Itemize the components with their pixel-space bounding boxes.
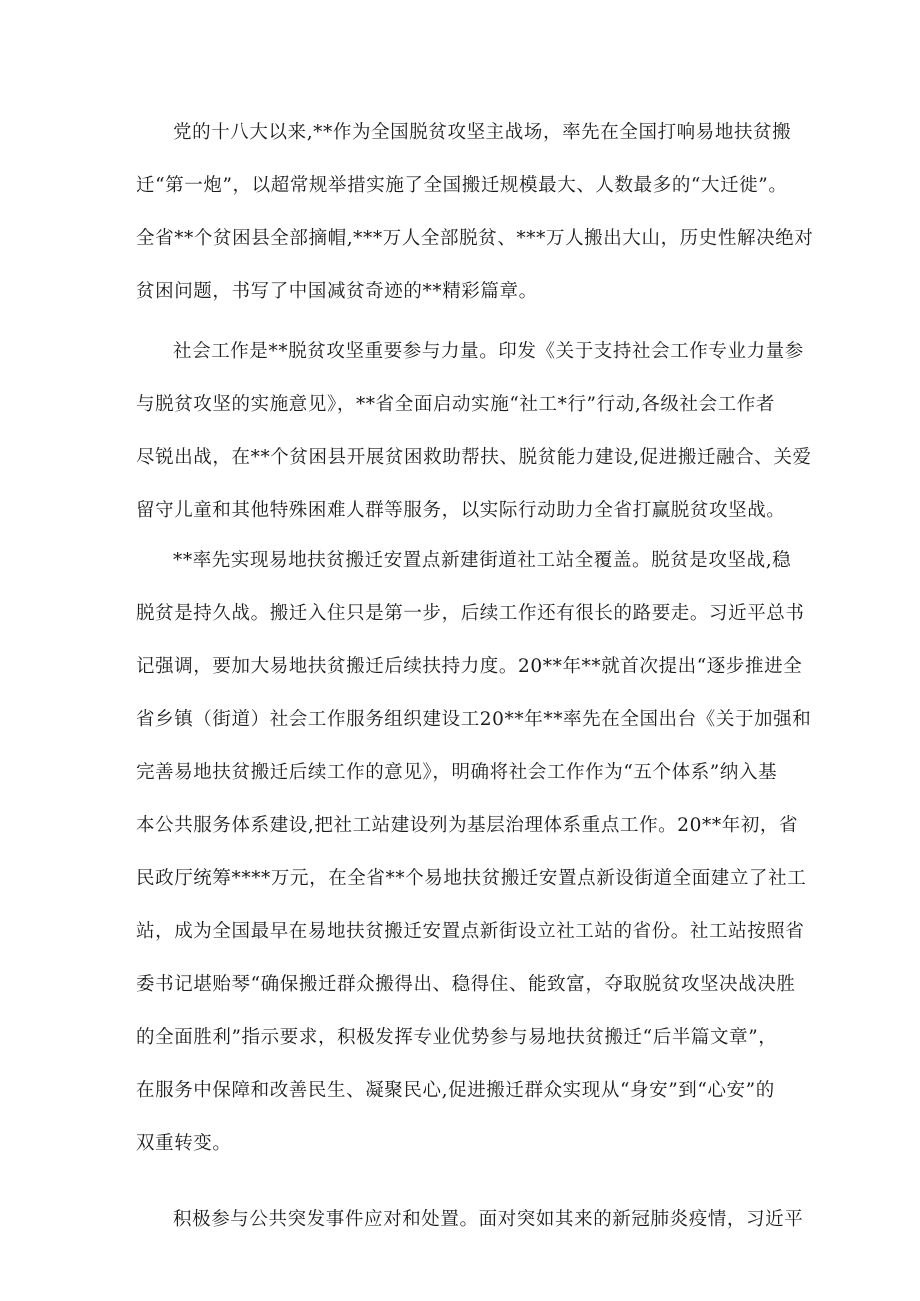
paragraph-line: 尽锐出战，在**个贫困县开展贫困救助帮扶、脱贫能力建设,促进搬迁融合、关爱 [136,447,812,468]
paragraph-1 [136,106,814,318]
paragraph-line: 留守儿童和其他特殊困难人群等服务，以实际行动助力全省打赢脱贫攻坚战。 [136,500,786,521]
paragraph-line: 民政厅统筹****万元，在全省**个易地扶贫搬迁安置点新设街道全面建立了社工 [136,868,807,889]
paragraph-line: 社会工作是**脱贫攻坚重要参与力量。印发《关于支持社会工作专业力量参 [173,341,804,362]
paragraph-line: 站，成为全国最早在易地扶贫搬迁安置点新街设立社工站的省份。社工站按照省 [136,921,805,942]
paragraph-line: 迁“第一炮”，以超常规举措实施了全国搬迁规模最大、人数最多的“大迁徙”。 [136,175,788,196]
paragraph-line: 全省**个贫困县全部摘帽,***万人全部脱贫、***万人搬出大山，历史性解决绝对 [136,228,814,249]
paragraph-line: 本公共服务体系建设,把社工站建设列为基层治理体系重点工作。20**年初，省 [136,815,799,836]
paragraph-line: 省乡镇（街道）社会工作服务组织建设工20**年**率先在全国出台《关于加强和 [136,709,812,730]
paragraph-line: 贫困问题，书写了中国减贫奇迹的**精彩篇章。 [136,281,538,302]
paragraph-line: 党的十八大以来,**作为全国脱贫攻坚主战场，率先在全国打响易地扶贫搬 [173,122,792,143]
paragraph-line: 在服务中保障和改善民生、凝聚民心,促进搬迁群众实现从“身安”到“心安”的 [136,1080,775,1101]
paragraph-4 [136,1193,804,1246]
paragraph-line: 委书记堪贻琴“确保搬迁群众搬得出、稳得住、能致富，夺取脱贫攻坚决战决胜 [136,974,796,995]
paragraph-line: 双重转变。 [136,1133,232,1154]
paragraph-line: 脱贫是持久战。搬迁入住只是第一步，后续工作还有很长的路要走。习近平总书 [136,603,805,624]
paragraph-2 [136,325,812,537]
paragraph-line: 与脱贫攻坚的实施意见》，**省全面启动实施“社工*行”行动,各级社会工作者 [136,394,775,415]
paragraph-line: **率先实现易地扶贫搬迁安置点新建街道社工站全覆盖。脱贫是攻坚战,稳 [173,550,792,571]
paragraph-line: 记强调，要加大易地扶贫搬迁后续扶持力度。20**年**就首次提出“逐步推进全 [136,656,803,677]
paragraph-line: 的全面胜利”指示要求，积极发挥专业优势参与易地扶贫搬迁“后半篇文章”， [136,1027,778,1048]
paragraph-line: 完善易地扶贫搬迁后续工作的意见》，明确将社会工作作为“五个体系”纳入基 [136,762,778,783]
paragraph-line: 积极参与公共突发事件应对和处置。面对突如其来的新冠肺炎疫情，习近平 [173,1209,804,1230]
paragraph-3 [136,534,812,1170]
